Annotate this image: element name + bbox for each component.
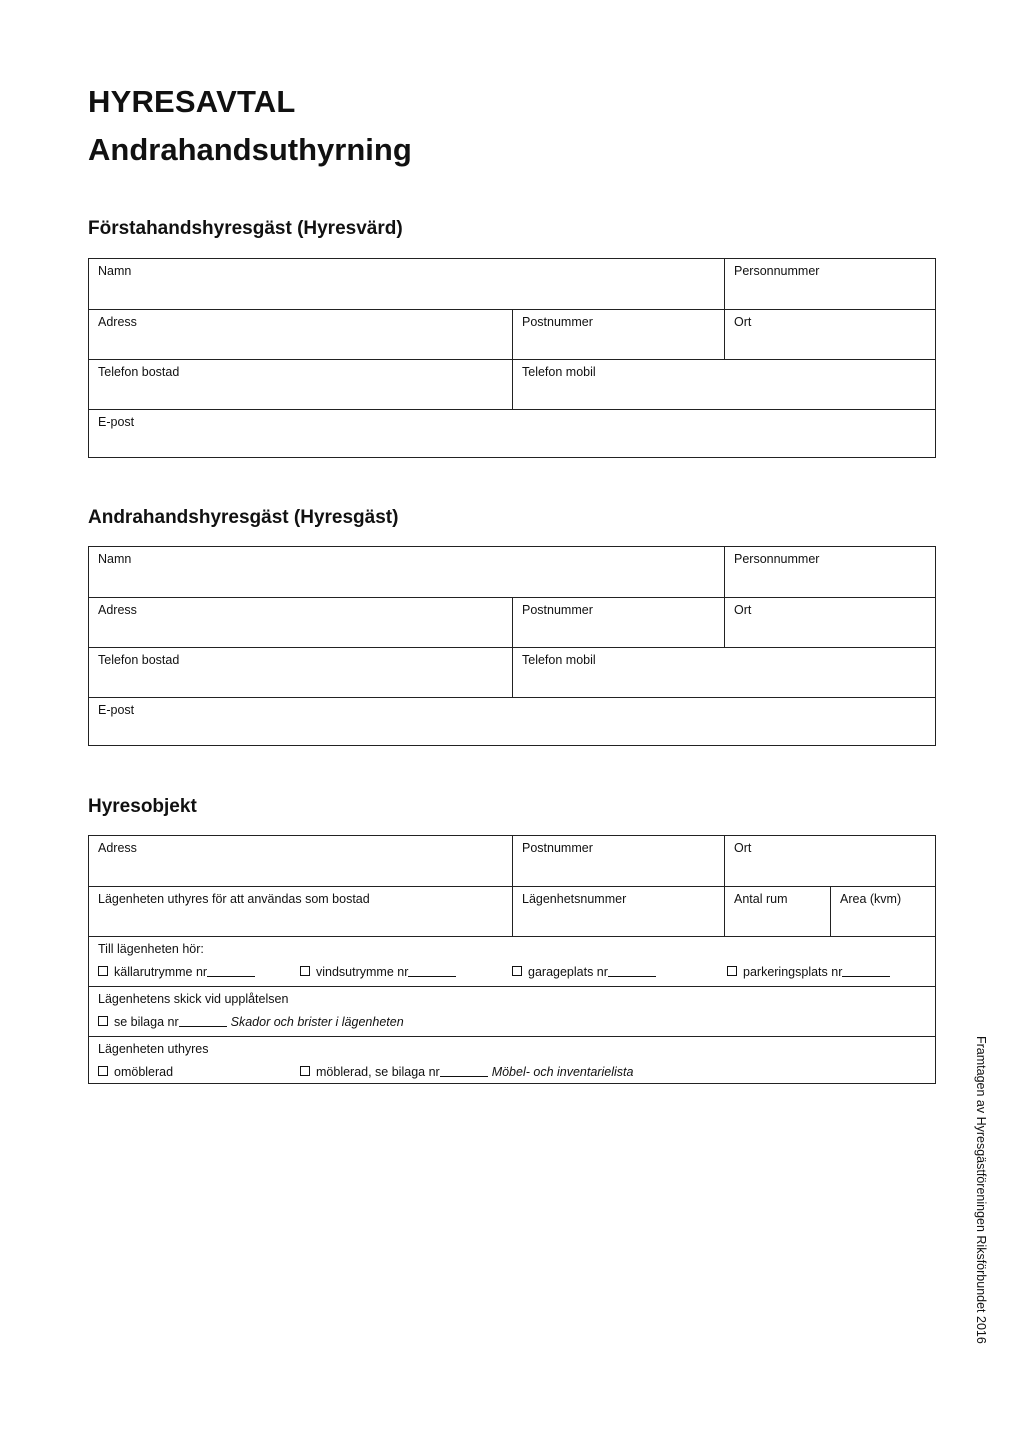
blank-line[interactable]	[608, 966, 656, 977]
blank-line[interactable]	[179, 1016, 227, 1027]
landlord-personal-number-field[interactable]	[724, 259, 935, 309]
option-label: parkeringsplats nr	[743, 965, 843, 979]
checkbox[interactable]	[300, 966, 310, 976]
landlord-city-field[interactable]	[724, 310, 935, 359]
option-label: garageplats nr	[528, 965, 608, 979]
field-label: Lägenhetsnummer	[522, 892, 627, 906]
landlord-phone-home-field[interactable]	[89, 360, 513, 409]
document-subtitle: Andrahandsuthyrning	[88, 132, 412, 167]
tenant-postal-code-field[interactable]	[512, 598, 725, 647]
object-form	[88, 835, 936, 1084]
landlord-row-name	[89, 259, 935, 309]
checkbox[interactable]	[300, 1066, 310, 1076]
object-rooms-field[interactable]	[724, 887, 831, 936]
field-label: Adress	[98, 841, 137, 855]
blank-line[interactable]	[842, 966, 890, 977]
object-row-address	[89, 836, 935, 886]
object-row-details	[89, 886, 935, 936]
field-label: Telefon bostad	[98, 365, 180, 379]
landlord-heading: Förstahandshyresgäst (Hyresvärd)	[88, 218, 403, 239]
landlord-row-address	[89, 309, 935, 359]
object-city-field[interactable]	[724, 836, 935, 886]
option-label: se bilaga nr	[114, 1015, 179, 1029]
object-address-field[interactable]	[89, 836, 513, 886]
tenant-address-field[interactable]	[89, 598, 513, 647]
field-label: Lägenheten uthyres	[98, 1042, 209, 1056]
blank-line[interactable]	[440, 1066, 488, 1077]
option-label: källarutrymme nr	[114, 965, 208, 979]
object-postal-code-field[interactable]	[512, 836, 725, 886]
landlord-email-field[interactable]	[89, 410, 935, 459]
field-label: Antal rum	[734, 892, 788, 906]
option-basement[interactable]	[98, 965, 255, 979]
object-heading: Hyresobjekt	[88, 796, 197, 817]
object-row-furnishing	[89, 1036, 935, 1086]
tenant-row-email	[89, 697, 935, 747]
field-label: Telefon mobil	[522, 365, 596, 379]
field-label: Lägenhetens skick vid upplåtelsen	[98, 992, 289, 1006]
landlord-postal-code-field[interactable]	[512, 310, 725, 359]
object-row-includes	[89, 936, 935, 986]
tenant-row-phone	[89, 647, 935, 697]
tenant-city-field[interactable]	[724, 598, 935, 647]
object-area-field[interactable]	[830, 887, 935, 936]
checkbox[interactable]	[98, 1016, 108, 1026]
option-label: vindsutrymme nr	[316, 965, 409, 979]
option-parking[interactable]	[727, 965, 890, 979]
tenant-phone-home-field[interactable]	[89, 648, 513, 697]
side-note: Framtagen av Hyresgästföreningen Riksförbundet 2016	[974, 1036, 988, 1344]
field-label: E-post	[98, 415, 135, 429]
landlord-row-phone	[89, 359, 935, 409]
checkbox[interactable]	[727, 966, 737, 976]
field-label: Personnummer	[734, 552, 820, 566]
tenant-phone-mobile-field[interactable]	[512, 648, 935, 697]
attachment-name: Skador och brister i lägenheten	[230, 1015, 404, 1029]
option-condition-attachment[interactable]	[98, 1015, 404, 1029]
document-title: HYRESAVTAL	[88, 84, 296, 119]
field-label: Postnummer	[522, 841, 593, 855]
field-label: Personnummer	[734, 264, 820, 278]
field-label: E-post	[98, 703, 135, 717]
field-label: Telefon mobil	[522, 653, 596, 667]
landlord-row-email	[89, 409, 935, 459]
field-label: Postnummer	[522, 315, 593, 329]
option-garage[interactable]	[512, 965, 656, 979]
tenant-heading: Andrahandshyresgäst (Hyresgäst)	[88, 507, 399, 528]
tenant-email-field[interactable]	[89, 698, 935, 747]
blank-line[interactable]	[408, 966, 456, 977]
tenant-form	[88, 546, 936, 746]
landlord-name-field[interactable]	[89, 259, 725, 309]
field-label: Lägenheten uthyres för att användas som bostad	[98, 892, 370, 906]
option-label: omöblerad	[114, 1065, 174, 1079]
object-row-condition	[89, 986, 935, 1036]
field-label: Ort	[734, 841, 752, 855]
field-label: Ort	[734, 603, 752, 617]
blank-line[interactable]	[207, 966, 255, 977]
landlord-form	[88, 258, 936, 458]
checkbox[interactable]	[98, 1066, 108, 1076]
landlord-address-field[interactable]	[89, 310, 513, 359]
landlord-phone-mobile-field[interactable]	[512, 360, 935, 409]
field-label: Ort	[734, 315, 752, 329]
field-label: Adress	[98, 603, 137, 617]
field-label: Area (kvm)	[840, 892, 902, 906]
option-unfurnished[interactable]	[98, 1065, 173, 1079]
field-label: Adress	[98, 315, 137, 329]
tenant-row-address	[89, 597, 935, 647]
tenant-personal-number-field[interactable]	[724, 547, 935, 597]
tenant-row-name	[89, 547, 935, 597]
field-label: Till lägenheten hör:	[98, 942, 204, 956]
object-apartment-number-field[interactable]	[512, 887, 725, 936]
option-furnished[interactable]	[300, 1065, 633, 1079]
field-label: Namn	[98, 552, 132, 566]
option-attic[interactable]	[300, 965, 456, 979]
checkbox[interactable]	[512, 966, 522, 976]
checkbox[interactable]	[98, 966, 108, 976]
field-label: Namn	[98, 264, 132, 278]
field-label: Postnummer	[522, 603, 593, 617]
tenant-name-field[interactable]	[89, 547, 725, 597]
attachment-name: Möbel- och inventarielista	[491, 1065, 634, 1079]
object-purpose-field[interactable]	[89, 887, 513, 936]
field-label: Telefon bostad	[98, 653, 180, 667]
option-label: möblerad, se bilaga nr	[316, 1065, 440, 1079]
